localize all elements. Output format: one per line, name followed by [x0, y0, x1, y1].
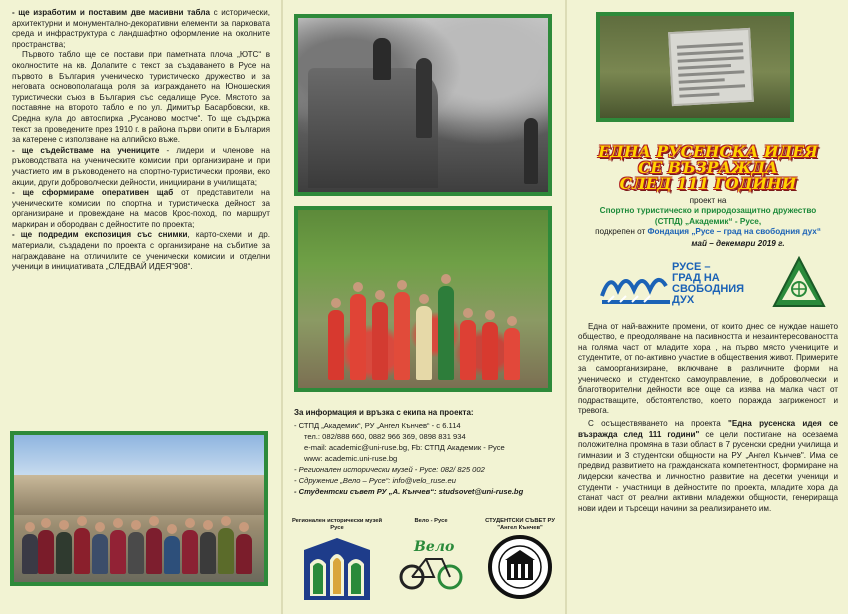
velo-name: Вело - Русе — [414, 518, 448, 524]
contact-line: - Регионален исторически музей - Русе: 082/ 825 002 — [294, 465, 485, 474]
student-council-logo-block — [480, 518, 560, 603]
title-line: СЛЕД 111 ГОДИНИ — [619, 174, 797, 193]
supporter-name: Фондация „Русе – град на свободния дух“ — [647, 227, 821, 237]
bicycle-icon — [396, 529, 466, 595]
project-of-label: проект на — [689, 196, 727, 205]
museum-logo — [302, 536, 372, 602]
project-organizer — [578, 196, 838, 238]
sponsor-logos — [578, 254, 838, 316]
activity-boards-text: с исторически, архитектурни и монументално-декоративни елементи за парковата среда и инфраструктура с ландшафтно оформление на околните пространства; — [12, 8, 270, 49]
contacts-block — [294, 408, 560, 497]
right-panel — [568, 0, 848, 614]
title-line: ЕДНА РУСЕНСКА ИДЕЯ — [598, 142, 818, 161]
supporter-line — [578, 227, 838, 237]
title-line: СЕ ВЪЗРАЖДА — [638, 158, 778, 177]
organizer-name-line1: Спортно туристическо и природозащитно дружество — [599, 206, 817, 216]
stpd-akademik-logo — [772, 256, 826, 310]
museum-name: Регионален исторически музей Русе — [291, 518, 383, 531]
student-council-logo — [487, 534, 553, 600]
activity-boards — [12, 8, 270, 50]
activity-boards-heading: - ще изработим и поставим две масивни табла — [12, 8, 210, 17]
activity-staff-text: от представители на ученическите комисии по спортна и туристическа дейност за организиране и провеждане на масов Крос-поход, по маршрут маркиран и обородван с дейностите по проекта; — [12, 188, 270, 229]
project-dates: май – декември 2019 г. — [691, 238, 785, 248]
project-title — [578, 144, 838, 192]
project-goal-paragraph — [578, 419, 838, 514]
museum-logo-block — [288, 518, 386, 605]
fold-line-right — [565, 0, 567, 614]
organizer-name-line2: (СТПД) „Академик“ - Русе, — [654, 216, 762, 226]
contact-line: - Сдружение „Вело – Русе“: info@velo_ruse.eu — [294, 476, 456, 485]
student-council-name: СТУДЕНТСКИ СЪВЕТ РУ "Ангел Кънчев" — [485, 518, 555, 531]
contact-line: - СТПД „Академик“, РУ „Ангел Кънчев“ - с 6.114 — [294, 421, 461, 430]
intro-paragraph: Една от най-важните промени, от които днес се нуждае нашето общество, е преодоляване на пасивността и незаинтересоваността на голяма част от младите хора , на първо място учениците и студентите, от по-активно участие в обществения живот. Примерите за самоорганизиране, включване в различните форми на ученическо и студентско самоуправление, в доброволчески и благотворителни дейности все още са изява на малка част от подрастващите, обстоятелство, което поражда загриженост и тревога. — [578, 321, 838, 416]
activity-staff-heading: - ще сформираме оперативен щаб — [12, 188, 174, 198]
activity-exhibition — [12, 230, 270, 272]
goal-prefix: С осъществяването на проекта — [588, 418, 729, 428]
fold-line-left — [281, 0, 283, 614]
contacts-heading: За информация и връзка с екипа на проекта: — [294, 408, 474, 417]
activity-exhibition-text: , карто-схеми и др. материали, създадени по проекта с организиране на събитие за награждаване на отличилите се ученически комисии и отделни ученици в инициативата „СЛЕДВАЙ ИДЕЯ“908“. — [12, 230, 271, 272]
activity-staff — [12, 188, 270, 230]
activity-exhibition-heading: - ще подредим експозиция със снимки — [12, 230, 188, 240]
activity-support — [12, 146, 270, 188]
goal-text: се цели постигане на осезаема положителна промяна в тази област в 7 русенски средни училища и гимназии и 3 студентски общности на РУ „Ангел Кънчев". Има се предвид развитието на гражданската компетентност, формиране на лидерски качества и личностно развитие на десетки ученици и студенти - участници в дейностите по проекта, младите хора да станат част от реални активни младежки общности, генерираща нови идеи и търсещи начини за реализирането им. — [578, 429, 839, 513]
goal-project-name: "Една русенска идея се възражда след 111 години" — [578, 418, 839, 439]
ruse-logo-line: ДУХ — [672, 293, 695, 306]
contact-line: www: academic.uni-ruse.bg — [304, 454, 398, 463]
ruse-logo-line: ГРАД НА — [672, 271, 720, 284]
supported-by-label: подкрепен от — [595, 227, 648, 237]
ruse-logo-text — [672, 262, 744, 306]
hiking-group-photo — [10, 431, 268, 586]
historic-photo — [294, 14, 552, 196]
velo-logo-block — [390, 518, 472, 598]
ruse-free-spirit-logo — [600, 260, 750, 310]
contact-line: - Студентски съвет РУ „А. Кънчев“: studsovet@uni-ruse.bg — [294, 487, 524, 496]
ruse-logo-line: СВОБОДНИЯ — [672, 282, 745, 295]
velo-logo-text: Вело — [414, 539, 455, 555]
boards-description: Първото табло ще се постави при паметната плоча „ЮТС“ в околностите на кв. Долапите с текст за създаването в Русе на първото в България ученическо туристическо дружество и за неговата основополагаща роля за изграждането на Юношеския туристически съюз в България със седалище Русе. Мястото за поставяне на второто табло е по ул. Димитър Басарбовски, кв. Средна кула до автоспирка „Русаново мостче“. То ще съдържа текст за проведените през 1910 г. в района първи опити в България за катерене с използване на алпийско въже. — [12, 50, 270, 145]
partner-logos — [288, 518, 560, 614]
ruse-bridge-icon — [600, 266, 672, 306]
activity-support-text: - лидери и членове на ръководствата на ученическите комисии при организиране и при участието им в ръководенето на спортно-туристически прояви, еко акции, други доброволчески дейности, инициирани в училищата; — [12, 145, 270, 187]
students-group-photo — [294, 206, 552, 392]
ruse-logo-line: РУСЕ – — [672, 260, 711, 273]
contact-line: e-mail: academic@uni-ruse.bg, Fb: СТПД Академик - Русе — [304, 443, 505, 452]
contact-line: тел.: 082/888 660, 0882 966 369, 0898 831 934 — [304, 432, 466, 441]
activity-support-heading: - ще съдействаме на учениците — [12, 145, 160, 155]
